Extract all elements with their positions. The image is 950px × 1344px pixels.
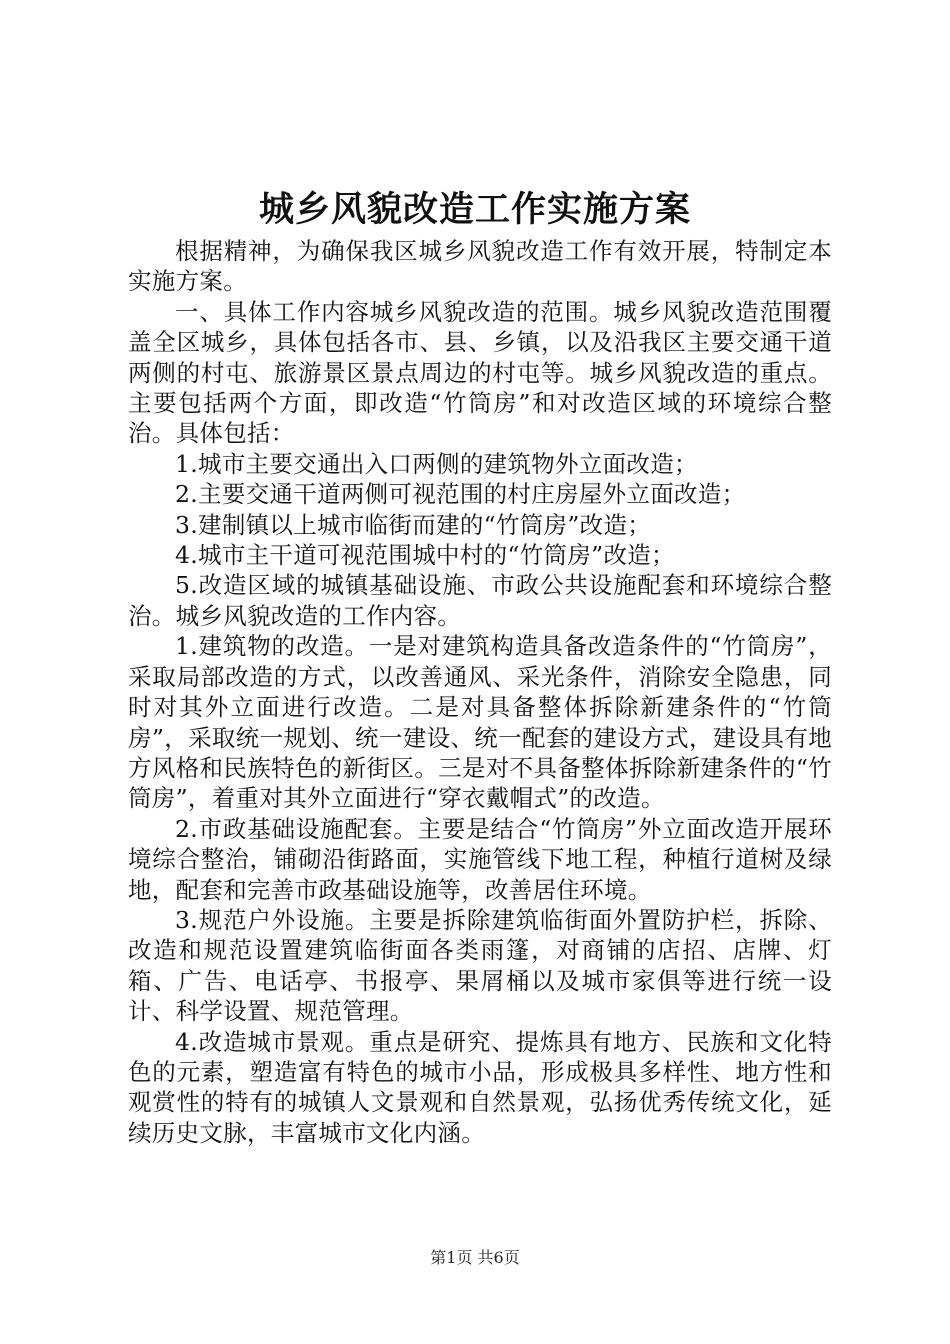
list-item-scope-2: 2.主要交通干道两侧可视范围的村庄房屋外立面改造； [175,480,746,509]
list-item-scope-1: 1.城市主要交通出入口两侧的建筑物外立面改造； [175,449,698,478]
paragraph-urban-landscape: 4.改造城市景观。重点是研究、提炼具有地方、民族和文化特色的元素，塑造富有特色的城市小品，形成极具多样性、地方性和观赏性的特有的城镇人文景观和自然景观，弘扬优秀传统文化，延续历史文脉，丰富城市文化内涵。 [128,1027,832,1147]
document-body [128,236,832,1148]
list-item-scope-4: 4.城市主干道可视范围城中村的“竹筒房”改造； [175,541,675,570]
paragraph-municipal-facilities: 2.市政基础设施配套。主要是结合“竹筒房”外立面改造开展环境综合整治，铺砌沿街路面，实施管线下地工程，种植行道树及绿地，配套和完善市政基础设施等，改善居住环境。 [128,814,832,904]
document-title: 城乡风貌改造工作实施方案 [258,189,691,230]
paragraph-intro: 根据精神，为确保我区城乡风貌改造工作有效开展，特制定本实施方案。 [128,237,832,296]
page-footer: 第1页 共6页 [430,1248,520,1267]
paragraph-outdoor-facilities: 3.规范户外设施。主要是拆除建筑临街面外置防护栏，拆除、改造和规范设置建筑临街面各类雨篷，对商铺的店招、店牌、灯箱、广告、电话亭、书报亭、果屑桶以及城市家俱等进行统一设计、科学设置、规范管理。 [128,905,832,1026]
paragraph-section-one: 一、具体工作内容城乡风貌改造的范围。城乡风貌改造范围覆盖全区城乡，具体包括各市、县、乡镇，以及沿我区主要交通干道两侧的村屯、旅游景区景点周边的村屯等。城乡风貌改造的重点。主要包括两个方面，即改造“竹筒房”和对改造区域的环境综合整治。具体包括： [128,297,832,448]
paragraph-building-renovation: 1.建筑物的改造。一是对建筑构造具备改造条件的“竹筒房”，采取局部改造的方式，以改善通风、采光条件，消除安全隐患，同时对其外立面进行改造。二是对具备整体拆除新建条件的“竹筒房”，采取统一规划、统一建设、统一配套的建设方式，建设具有地方风格和民族特色的新街区。三是对不具备整体拆除新建条件的“竹筒房”，着重对其外立面进行“穿衣戴帽式”的改造。 [128,632,832,813]
list-item-scope-5: 5.改造区域的城镇基础设施、市政公共设施配套和环境综合整治。城乡风貌改造的工作内容。 [128,571,832,630]
list-item-scope-3: 3.建制镇以上城市临街而建的“竹筒房”改造； [175,510,652,539]
